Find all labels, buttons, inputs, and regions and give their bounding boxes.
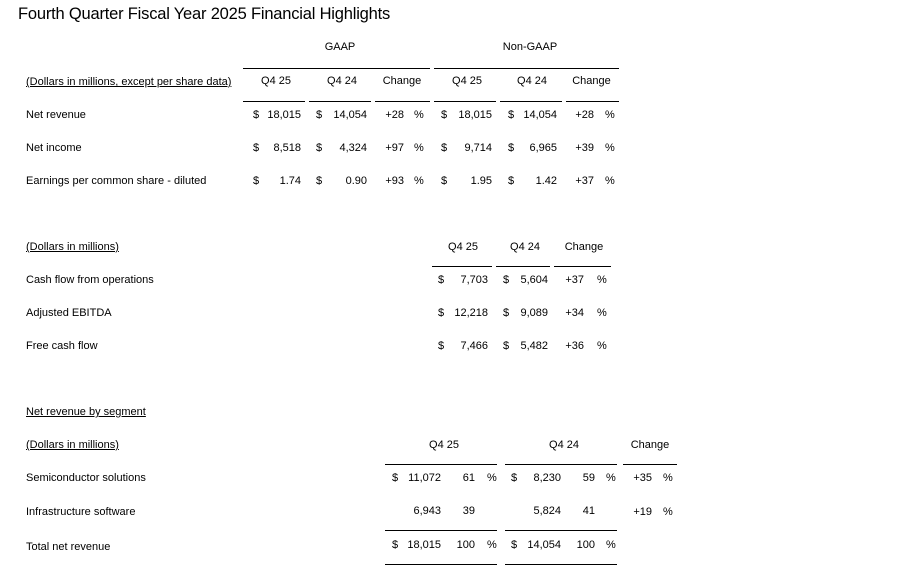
row-label: Net revenue — [26, 109, 86, 121]
percent-value: 100 — [456, 539, 475, 551]
percent-sign: % — [606, 472, 616, 484]
percent-sign: % — [605, 109, 615, 121]
col-header-nongaap-change: Change — [572, 75, 611, 87]
percent-sign: % — [605, 175, 615, 187]
header-underline — [243, 101, 305, 102]
change-value: +35 — [633, 472, 652, 484]
row-label: Cash flow from operations — [26, 274, 154, 286]
change-value: +19 — [633, 506, 652, 518]
subtotal-rule — [505, 530, 617, 531]
value: 9,714 — [464, 142, 492, 154]
dollar-sign: $ — [316, 175, 323, 187]
change-value: +93 — [385, 175, 404, 187]
col-header-seg-q425: Q4 25 — [429, 439, 459, 451]
dollar-sign: $ — [441, 175, 448, 187]
dollar-sign: $ — [441, 109, 448, 121]
gaap-header: GAAP — [324, 41, 356, 53]
percent-value: 59 — [582, 472, 595, 484]
nongaap-header: Non-GAAP — [502, 41, 558, 53]
percent-sign: % — [414, 109, 424, 121]
value: 14,054 — [333, 109, 367, 121]
change-value: +97 — [385, 142, 404, 154]
row-label: Net income — [26, 142, 82, 154]
dollar-sign: $ — [438, 340, 445, 352]
row-label-total: Total net revenue — [26, 541, 111, 553]
percent-value: 39 — [462, 505, 475, 517]
dollar-sign: $ — [438, 274, 445, 286]
change-value: +37 — [575, 175, 594, 187]
row-label: Infrastructure software — [26, 506, 136, 518]
value: 1.95 — [470, 175, 492, 187]
value: 7,466 — [460, 340, 488, 352]
value: 5,482 — [520, 340, 548, 352]
header-underline — [385, 464, 497, 465]
change-value: +28 — [385, 109, 404, 121]
value: 14,054 — [527, 539, 561, 551]
col-header-cf-change: Change — [564, 241, 604, 253]
value: 4,324 — [339, 142, 367, 154]
percent-sign: % — [487, 539, 497, 551]
col-header-nongaap-q425: Q4 25 — [452, 75, 482, 87]
header-underline — [375, 101, 430, 102]
dollar-sign: $ — [316, 142, 323, 154]
dollar-sign: $ — [511, 472, 518, 484]
dollar-sign: $ — [503, 340, 510, 352]
segment-units-label: (Dollars in millions) — [26, 439, 119, 451]
dollar-sign: $ — [253, 142, 260, 154]
total-rule — [385, 564, 497, 565]
value: 6,965 — [529, 142, 557, 154]
row-label: Earnings per common share - diluted — [26, 175, 207, 187]
percent-sign: % — [605, 142, 615, 154]
col-header-gaap-q424: Q4 24 — [327, 75, 357, 87]
percent-sign: % — [606, 539, 616, 551]
dollar-sign: $ — [316, 109, 323, 121]
value: 8,230 — [533, 472, 561, 484]
dollar-sign: $ — [438, 307, 445, 319]
row-label: Semiconductor solutions — [26, 472, 146, 484]
value: 18,015 — [267, 109, 301, 121]
col-header-nongaap-q424: Q4 24 — [517, 75, 547, 87]
value: 18,015 — [407, 539, 441, 551]
dollar-sign: $ — [508, 175, 515, 187]
col-header-gaap-change: Change — [382, 75, 422, 87]
dollar-sign: $ — [503, 307, 510, 319]
col-header-cf-q425: Q4 25 — [448, 241, 478, 253]
col-header-cf-q424: Q4 24 — [510, 241, 540, 253]
value: 9,089 — [520, 307, 548, 319]
gaap-rule — [243, 68, 430, 69]
change-value: +34 — [565, 307, 584, 319]
col-header-seg-change: Change — [630, 439, 670, 451]
cashflow-units-label: (Dollars in millions) — [26, 241, 119, 253]
dollar-sign: $ — [511, 539, 518, 551]
value: 1.42 — [535, 175, 557, 187]
percent-value: 61 — [462, 472, 475, 484]
value: 11,072 — [408, 472, 441, 484]
subtotal-rule — [385, 530, 497, 531]
dollar-sign: $ — [508, 109, 515, 121]
change-value: +39 — [575, 142, 594, 154]
value: 5,604 — [520, 274, 548, 286]
col-header-seg-q424: Q4 24 — [549, 439, 579, 451]
header-underline — [554, 266, 611, 267]
dollar-sign: $ — [392, 472, 399, 484]
header-underline — [500, 101, 562, 102]
header-underline — [623, 464, 677, 465]
value: 7,703 — [460, 274, 488, 286]
percent-sign: % — [597, 307, 607, 319]
percent-sign: % — [597, 274, 607, 286]
row-label: Adjusted EBITDA — [26, 307, 112, 319]
percent-sign: % — [663, 506, 673, 518]
dollar-sign: $ — [441, 142, 448, 154]
value: 5,824 — [533, 505, 561, 517]
header-underline — [434, 101, 496, 102]
percent-sign: % — [597, 340, 607, 352]
change-value: +37 — [565, 274, 584, 286]
value: 12,218 — [454, 307, 488, 319]
value: 8,518 — [273, 142, 301, 154]
percent-value: 41 — [582, 505, 595, 517]
page-title: Fourth Quarter Fiscal Year 2025 Financial Highlights — [18, 5, 391, 23]
header-underline — [432, 266, 492, 267]
change-value: +28 — [575, 109, 594, 121]
header-underline — [505, 464, 617, 465]
percent-sign: % — [663, 472, 673, 484]
dollar-sign: $ — [503, 274, 510, 286]
value: 6,943 — [413, 505, 441, 517]
percent-sign: % — [414, 175, 424, 187]
dollar-sign: $ — [392, 539, 399, 551]
row-label: Free cash flow — [26, 340, 98, 352]
segment-section-label: Net revenue by segment — [26, 406, 146, 418]
dollar-sign: $ — [253, 109, 260, 121]
dollar-sign: $ — [253, 175, 260, 187]
highlights-units-label: (Dollars in millions, except per share data) — [26, 76, 232, 88]
nongaap-rule — [434, 68, 619, 69]
value: 0.90 — [345, 175, 367, 187]
percent-sign: % — [414, 142, 424, 154]
percent-value: 100 — [576, 539, 595, 551]
value: 1.74 — [279, 175, 301, 187]
header-underline — [566, 101, 619, 102]
value: 14,054 — [523, 109, 557, 121]
change-value: +36 — [565, 340, 584, 352]
percent-sign: % — [487, 472, 497, 484]
value: 18,015 — [458, 109, 492, 121]
col-header-gaap-q425: Q4 25 — [261, 75, 291, 87]
header-underline — [496, 266, 550, 267]
dollar-sign: $ — [508, 142, 515, 154]
total-rule — [505, 564, 617, 565]
header-underline — [309, 101, 371, 102]
